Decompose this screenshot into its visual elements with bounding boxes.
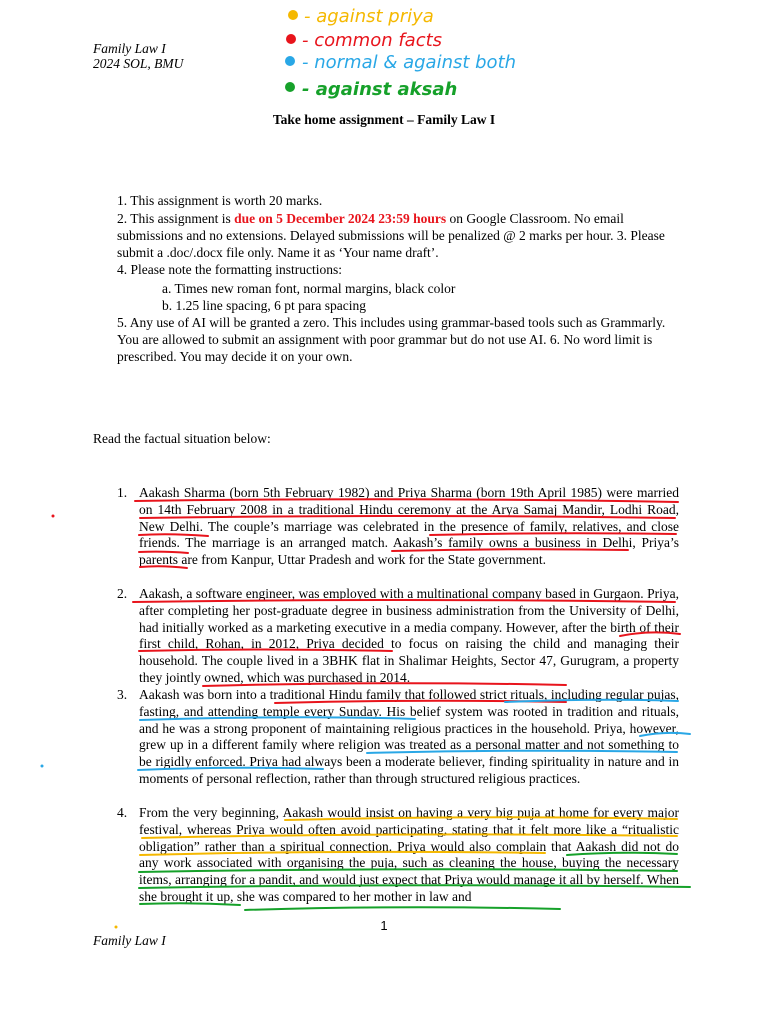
fact-paragraph-4 <box>117 805 679 906</box>
legend-label-blue: - normal & against both <box>302 52 517 73</box>
annotation-legend <box>282 2 582 106</box>
fact-paragraph-2 <box>117 586 679 687</box>
document-header <box>93 41 183 71</box>
fact-paragraph-1 <box>117 485 679 569</box>
green-underline <box>245 907 560 910</box>
fact-text: Aakash was born into a traditional Hindu family that followed strict rituals, including regular pujas, fasting, and attending temple every Sunday. His belief system was rooted in tradition and rituals, and he was a strong proponent of maintaining religious practices in the household. Priya, however, grew up in a different family where religion was treated as a personal matter and not something to be rigidly enforced. Priya had always been a moderate believer, finding spirituality in nature and in moments of personal reflection, rather than through structured religious practices. <box>139 687 679 786</box>
page-number: 1 <box>380 918 388 933</box>
instruction-2-prefix: 2. This assignment is <box>117 211 235 226</box>
blue-dot <box>41 765 44 768</box>
legend-dot-red <box>286 34 296 44</box>
fact-text: Aakash Sharma (born 5th February 1982) and Priya Sharma (born 19th April 1985) were married on 14th February 2008 in a traditional Hindu ceremony at the Arya Samaj Mandir, Lodhi Road, New Delhi. The couple’s marriage was celebrated in the presence of family, relatives, and close friends. The marriage is an arranged match. Aakash’s family owns a business in Delhi, Priya’s parents are from Kanpur, Uttar Pradesh and work for the State government. <box>139 485 679 568</box>
instruction-4: 4. Please note the formatting instructions: <box>117 262 342 277</box>
fact-text: From the very beginning, Aakash would insist on having a very big puja at home for every major festival, whereas Priya would often avoid participating, stating that it felt more like a “ritualistic obligation” rather than a spiritual connection. Priya would also complain that Aakash did not do any work associated with organising the puja, such as cleaning the house, buying the necessary items, arranging for a pandit, and would just expect that Priya would manage it all by herself. When she brought it up, she was compared to her mother in law and <box>139 805 679 904</box>
instruction-4b: b. 1.25 line spacing, 6 pt para spacing <box>162 298 366 313</box>
red-dot <box>52 515 55 518</box>
legend-dot-blue <box>285 56 295 66</box>
assignment-title: Take home assignment – Family Law I <box>272 112 496 127</box>
header-course: Family Law I <box>93 41 166 56</box>
fact-paragraph-3 <box>117 687 679 788</box>
instruction-4a: a. Times new roman font, normal margins, black color <box>162 281 456 296</box>
legend-dot-green <box>285 82 295 92</box>
fact-number: 3. <box>117 687 128 702</box>
legend-dot-yellow <box>288 10 298 20</box>
instruction-1-text: 1. This assignment is worth 20 marks. <box>117 193 323 208</box>
fact-number: 2. <box>117 586 128 601</box>
intro-text: Read the factual situation below: <box>93 431 271 446</box>
instruction-2 <box>117 211 679 261</box>
fact-number: 1. <box>117 485 128 500</box>
fact-text: Aakash, a software engineer, was employed with a multinational company based in Gurgaon. Priya, after completing her post-graduate degree in business administration from the University of Delhi, had initially worked as a marketing executive in a media company. However, after the birth of their first child, Rohan, in 2012, Priya decided to focus on raising the child and managing their household. The couple lived in a 3BHK flat in Shalimar Heights, Sector 47, Gurugram, a property they jointly owned, which was purchased in 2014. <box>139 586 679 685</box>
due-date: due on 5 December 2024 23:59 hours <box>234 211 447 226</box>
legend-label-red: - common facts <box>302 30 443 51</box>
legend-label-yellow: - against priya <box>304 6 434 27</box>
document-footer: Family Law I <box>93 933 166 948</box>
instruction-5: 5. Any use of AI will be granted a zero. This includes using grammar-based tools such as Grammarly. You are allowed to submit an assignment with poor grammar but do not use AI. 6. No word limit is prescribed. You may decide it on your own. <box>117 315 666 364</box>
legend-label-green: - against aksah <box>302 79 458 100</box>
header-batch: 2024 SOL, BMU <box>93 56 184 71</box>
fact-number: 4. <box>117 805 128 820</box>
instruction-2-suffix: on Google Classroom. No email submissions and no extensions. Delayed submissions will be penalized @ 2 marks per hour. 3. Please submit a .doc/.docx file only. Name it as ‘Your name draft’. <box>117 211 665 260</box>
instruction-1 <box>117 193 679 210</box>
